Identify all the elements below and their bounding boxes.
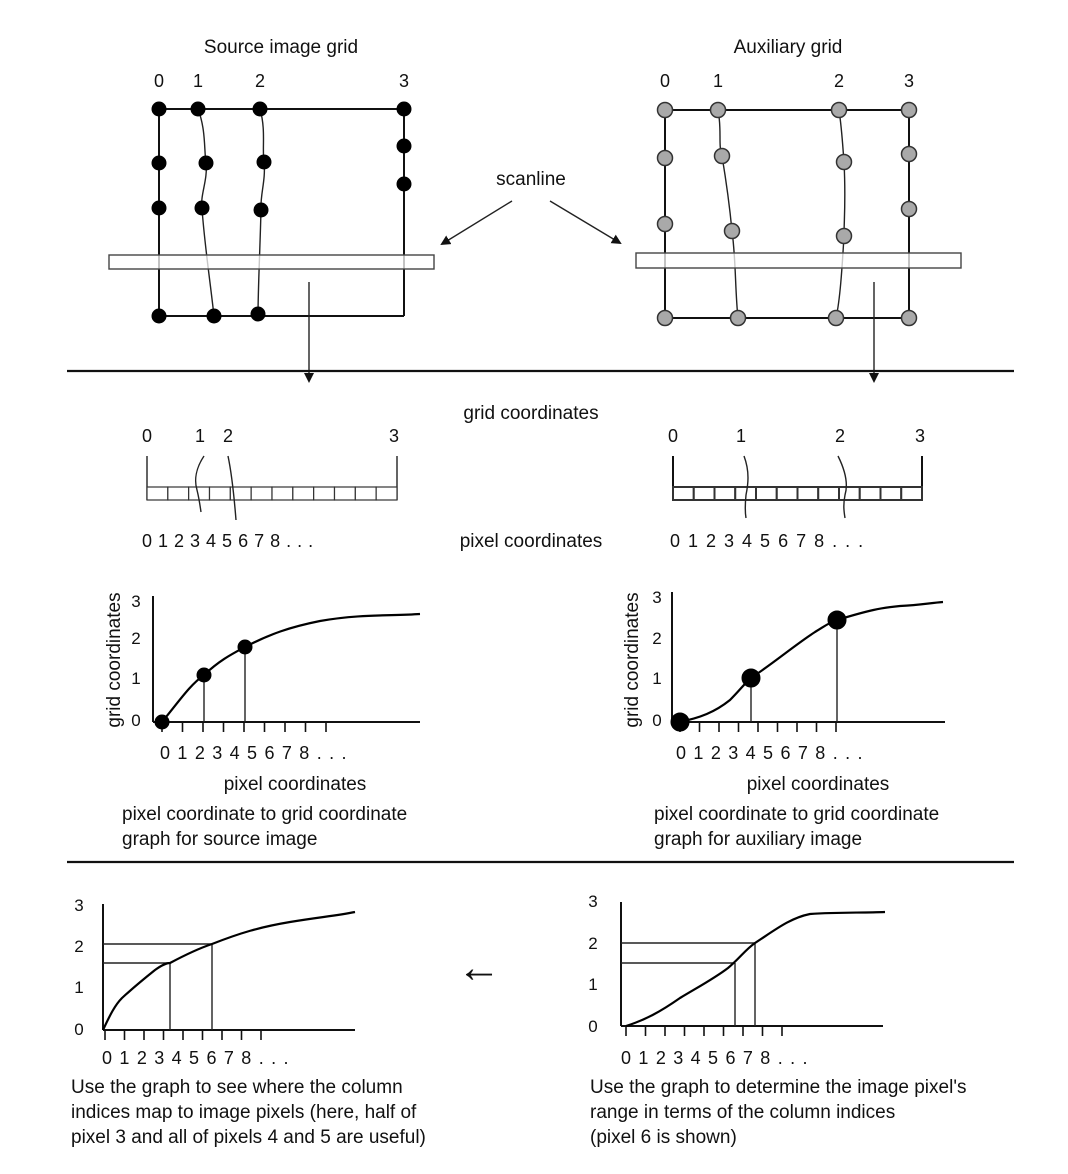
aux-strip-grid-3: 3 xyxy=(914,426,926,446)
bl-curve xyxy=(103,912,355,1030)
pixel-cell xyxy=(376,487,397,500)
source-strip-grid-3: 3 xyxy=(388,426,400,446)
aux-grid-column-1 xyxy=(718,110,738,318)
bottom-arrow: ← xyxy=(457,943,501,992)
pixel-cell xyxy=(715,487,736,500)
scanline-arrow-left xyxy=(442,201,512,244)
source-graph-xticks: 0 1 2 3 4 5 6 7 8 . . . xyxy=(160,743,348,763)
pixel-cell xyxy=(881,487,902,500)
source-graph-xlabel: pixel coordinates xyxy=(223,774,367,795)
br-caption-2: range in terms of the column indices xyxy=(590,1102,896,1123)
br-ticks xyxy=(626,1026,782,1036)
source-col-label-2: 2 xyxy=(254,71,266,91)
pixel-cell xyxy=(355,487,376,500)
aux-strip-grid-0: 0 xyxy=(667,426,679,446)
source-col-label-3: 3 xyxy=(398,71,410,91)
scanline-label: scanline xyxy=(496,169,566,190)
aux-graph-ylabel: grid coordinates xyxy=(622,592,643,728)
pixel-coordinates-label: pixel coordinates xyxy=(459,531,603,552)
aux-col-label-3: 3 xyxy=(903,71,915,91)
aux-strip xyxy=(668,426,925,551)
source-graph-ytick-1: 1 xyxy=(131,669,141,688)
br-ytick-3: 3 xyxy=(588,892,598,911)
pixel-cell xyxy=(293,487,314,500)
source-grid-panel xyxy=(109,37,434,323)
source-pixel-row: 0 1 2 3 4 5 6 7 8 . . . xyxy=(142,531,314,551)
pixel-cell xyxy=(210,487,231,500)
br-caption-1: Use the graph to determine the image pixel's xyxy=(590,1077,967,1098)
bl-caption-1: Use the graph to see where the column xyxy=(71,1077,403,1098)
aux-grid-nodes xyxy=(658,103,917,326)
aux-graph-curve xyxy=(679,602,943,722)
source-strip-curve-1 xyxy=(196,456,204,512)
pixel-cell xyxy=(251,487,272,500)
source-strip-grid-2: 2 xyxy=(222,426,234,446)
br-caption-3: (pixel 6 is shown) xyxy=(590,1127,737,1148)
aux-scanline-bar xyxy=(636,253,961,268)
source-strip xyxy=(142,426,399,551)
pixel-cell xyxy=(168,487,189,500)
source-graph-point xyxy=(155,715,169,729)
aux-strip-cells xyxy=(673,487,922,500)
source-graph-ylabel: grid coordinates xyxy=(104,592,125,728)
br-ytick-0: 0 xyxy=(588,1017,598,1036)
pixel-cell xyxy=(756,487,777,500)
pixel-cell xyxy=(673,487,694,500)
aux-strip-grid-2: 2 xyxy=(834,426,846,446)
bl-caption-2: indices map to image pixels (here, half of xyxy=(71,1102,417,1123)
br-xticks: 0 1 2 3 4 5 6 7 8 . . . xyxy=(621,1048,809,1068)
source-col-label-1: 1 xyxy=(192,71,204,91)
bottom-left-graph xyxy=(71,896,426,1148)
bl-ytick-3: 3 xyxy=(74,896,84,915)
source-graph-point xyxy=(238,640,252,654)
bl-xticks: 0 1 2 3 4 5 6 7 8 . . . xyxy=(102,1048,290,1068)
source-grid-title: Source image grid xyxy=(203,37,359,58)
aux-col-label-1: 1 xyxy=(712,71,724,91)
source-graph-ytick-0: 0 xyxy=(131,711,141,730)
source-strip-cells xyxy=(147,487,397,500)
pixel-cell xyxy=(798,487,819,500)
source-scanline-bar xyxy=(109,255,434,269)
source-graph-ticks xyxy=(162,722,326,732)
bl-caption-3: pixel 3 and all of pixels 4 and 5 are useful) xyxy=(71,1127,426,1148)
bl-ytick-0: 0 xyxy=(74,1020,84,1039)
aux-col-label-0: 0 xyxy=(659,71,671,91)
aux-graph-ytick-3: 3 xyxy=(652,588,662,607)
pixel-cell xyxy=(314,487,335,500)
source-graph-caption-2: graph for source image xyxy=(122,829,318,850)
source-graph-caption-1: pixel coordinate to grid coordinate xyxy=(122,804,408,825)
source-grid-nodes xyxy=(152,102,411,323)
aux-graph-caption-2: graph for auxiliary image xyxy=(654,829,863,850)
pixel-cell xyxy=(901,487,922,500)
source-graph-ytick-2: 2 xyxy=(131,629,141,648)
bl-ytick-2: 2 xyxy=(74,937,84,956)
pixel-cell xyxy=(777,487,798,500)
aux-col-label-2: 2 xyxy=(833,71,845,91)
aux-strip-grid-1: 1 xyxy=(735,426,747,446)
pixel-cell xyxy=(694,487,715,500)
aux-graph-caption-1: pixel coordinate to grid coordinate xyxy=(654,804,940,825)
pixel-cell xyxy=(818,487,839,500)
bottom-right-graph xyxy=(588,892,966,1148)
aux-graph-ytick-1: 1 xyxy=(652,669,662,688)
aux-graph xyxy=(622,588,945,850)
pixel-cell xyxy=(839,487,860,500)
aux-grid-panel xyxy=(636,37,961,326)
source-strip-grid-1: 1 xyxy=(194,426,206,446)
source-strip-grid-0: 0 xyxy=(141,426,153,446)
aux-graph-ticks xyxy=(680,722,836,732)
source-graph-curve xyxy=(162,614,420,722)
pixel-cell xyxy=(147,487,168,500)
aux-graph-ytick-2: 2 xyxy=(652,629,662,648)
aux-grid-column-2 xyxy=(836,110,845,318)
aux-pixel-row: 0 1 2 3 4 5 6 7 8 . . . xyxy=(670,531,865,551)
br-ytick-2: 2 xyxy=(588,934,598,953)
source-graph-point xyxy=(197,668,211,682)
aux-graph-xlabel: pixel coordinates xyxy=(746,774,890,795)
aux-graph-ytick-0: 0 xyxy=(652,711,662,730)
aux-graph-point xyxy=(742,669,760,687)
pixel-cell xyxy=(272,487,293,500)
br-ytick-1: 1 xyxy=(588,975,598,994)
source-col-label-0: 0 xyxy=(153,71,165,91)
aux-graph-xticks: 0 1 2 3 4 5 6 7 8 . . . xyxy=(676,743,864,763)
aux-graph-point xyxy=(671,713,689,731)
source-graph xyxy=(104,592,420,850)
scanline-arrow-right xyxy=(550,201,620,243)
bl-ticks xyxy=(105,1030,261,1040)
bl-ytick-1: 1 xyxy=(74,978,84,997)
aux-grid-title: Auxiliary grid xyxy=(733,37,843,58)
pixel-cell xyxy=(335,487,356,500)
pixel-cell xyxy=(860,487,881,500)
aux-graph-point xyxy=(828,611,846,629)
source-graph-ytick-3: 3 xyxy=(131,592,141,611)
grid-coordinates-label: grid coordinates xyxy=(463,403,599,424)
